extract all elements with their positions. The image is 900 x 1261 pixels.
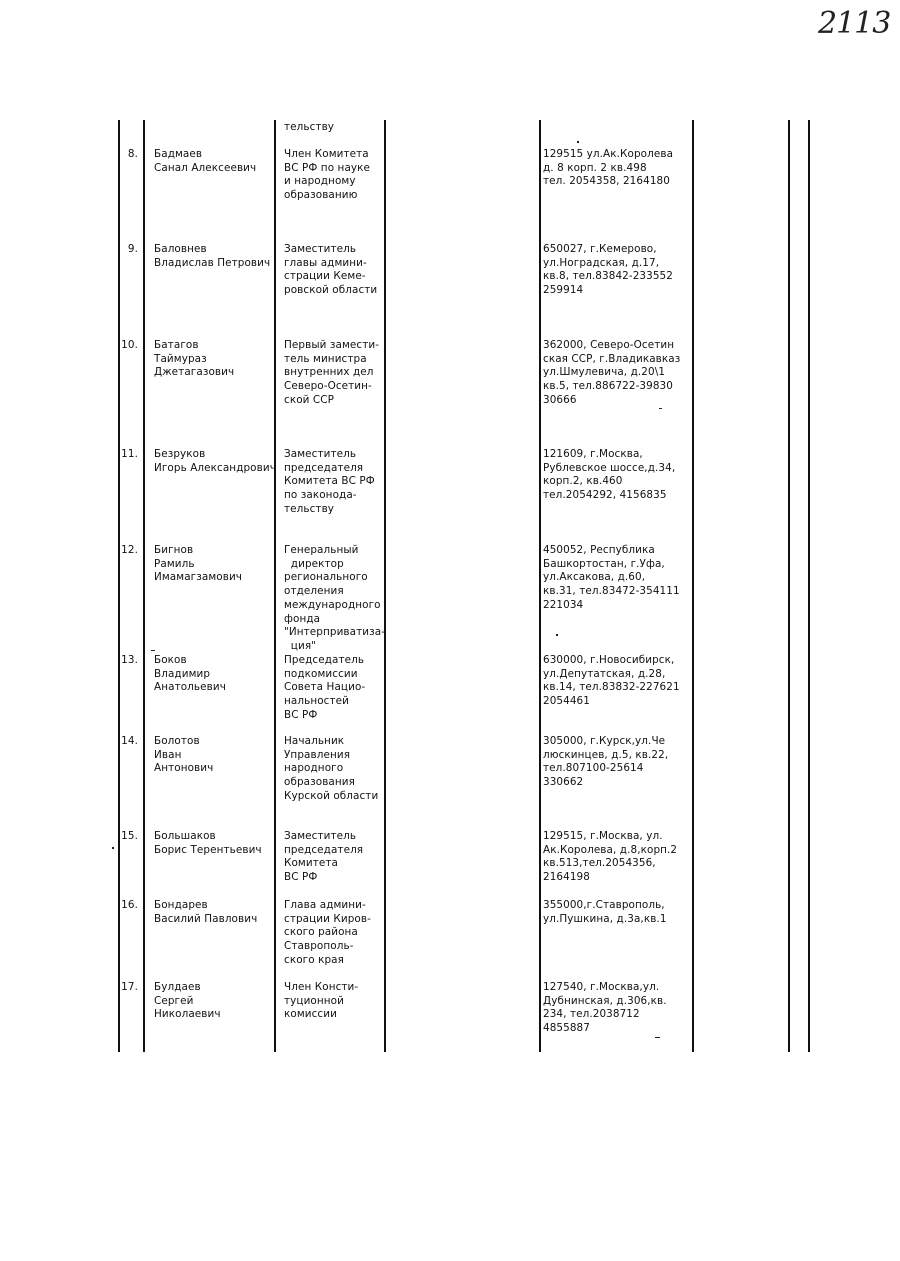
scan-speck	[659, 408, 662, 409]
page-number: 2113	[818, 6, 891, 41]
row-number: 8.	[127, 148, 138, 160]
table-rule-address	[539, 120, 541, 1052]
person-position: Заместитель председателя Комитета ВС РФ по законода- тельству	[284, 448, 375, 515]
person-name: Баловнев Владислав Петрович	[154, 243, 271, 269]
row-number: 14.	[121, 735, 138, 747]
person-address: 121609, г.Москва, Рублевское шоссе,д.34, корп.2, кв.460 тел.2054292, 4156835	[543, 448, 676, 502]
person-name: Болотов Иван Антонович	[154, 735, 214, 775]
person-position: Глава админи- страции Киров- ского района Ставрополь- ского края	[284, 899, 371, 966]
person-address: 127540, г.Москва,ул. Дубнинская, д.306,кв. 234, тел.2038712 4855887	[543, 981, 667, 1035]
person-name: Бондарев Василий Павлович	[154, 899, 258, 925]
scan-speck	[151, 650, 155, 651]
person-position: Заместитель председателя Комитета ВС РФ	[284, 830, 364, 884]
person-name: Батагов Таймураз Джетагазович	[154, 339, 235, 379]
person-position: Первый замести- тель министра внутренних дел Северо-Осетин- ской ССР	[284, 339, 380, 406]
row-number: 16.	[121, 899, 138, 911]
person-address: 129515 ул.Ак.Королева д. 8 корп. 2 кв.498 тел. 2054358, 2164180	[543, 148, 674, 188]
table-rule-num	[143, 120, 145, 1052]
person-address: 355000,г.Ставрополь, ул.Пушкина, д.3а,кв.1	[543, 899, 667, 925]
person-name: Булдаев Сергей Николаевич	[154, 981, 221, 1021]
scan-speck	[112, 847, 114, 849]
person-address: 362000, Северо-Осетин ская ССР, г.Владикавказ ул.Шмулевича, д.20\1 кв.5, тел.886722-39830 30666	[543, 339, 681, 406]
person-address: 305000, г.Курск,ул.Че люскинцев, д.5, кв.22, тел.807100-25614 330662	[543, 735, 669, 789]
person-address: 650027, г.Кемерово, ул.Ноградская, д.17, кв.8, тел.83842-233552 259914	[543, 243, 673, 297]
row-number: 9.	[127, 243, 138, 255]
continuation-text: тельству	[284, 121, 335, 133]
row-number: 17.	[121, 981, 138, 993]
row-number: 13.	[121, 654, 138, 666]
person-position: Генеральный директор регионального отделения международного фонда "Интерприватиза- ция"	[284, 544, 386, 652]
person-address: 450052, Республика Башкортостан, г.Уфа, ул.Аксакова, д.60, кв.31, тел.83472-354111 221034	[543, 544, 680, 611]
person-name: Безруков Игорь Александрович	[154, 448, 276, 474]
person-position: Член Комитета ВС РФ по науке и народному образованию	[284, 148, 371, 202]
row-number: 11.	[121, 448, 138, 460]
person-position: Начальник Управления народного образования Курской области	[284, 735, 379, 802]
row-number: 10.	[121, 339, 138, 351]
person-name: Бигнов Рамиль Имамагзамович	[154, 544, 243, 584]
table-rule-right-1	[788, 120, 790, 1052]
table-rule-name	[274, 120, 276, 1052]
row-number: 12.	[121, 544, 138, 556]
table-rule-address-end	[692, 120, 694, 1052]
person-address: 630000, г.Новосибирск, ул.Депутатская, д.28, кв.14, тел.83832-227621 2054461	[543, 654, 680, 708]
person-name: Бадмаев Санал Алексеевич	[154, 148, 257, 174]
person-address: 129515, г.Москва, ул. Ак.Королева, д.8,корп.2 кв.513,тел.2054356, 2164198	[543, 830, 678, 884]
person-position: Член Консти- туционной комиссии	[284, 981, 359, 1021]
person-position: Заместитель главы админи- страции Кеме- ровской области	[284, 243, 378, 297]
person-name: Боков Владимир Анатольевич	[154, 654, 226, 694]
row-number: 15.	[121, 830, 138, 842]
person-name: Большаков Борис Терентьевич	[154, 830, 262, 856]
scan-speck	[655, 1037, 660, 1038]
person-position: Председатель подкомиссии Совета Нацио- нальностей ВС РФ	[284, 654, 366, 721]
scan-speck	[556, 634, 558, 636]
table-rule-right-2	[808, 120, 810, 1052]
scan-speck	[577, 141, 579, 143]
